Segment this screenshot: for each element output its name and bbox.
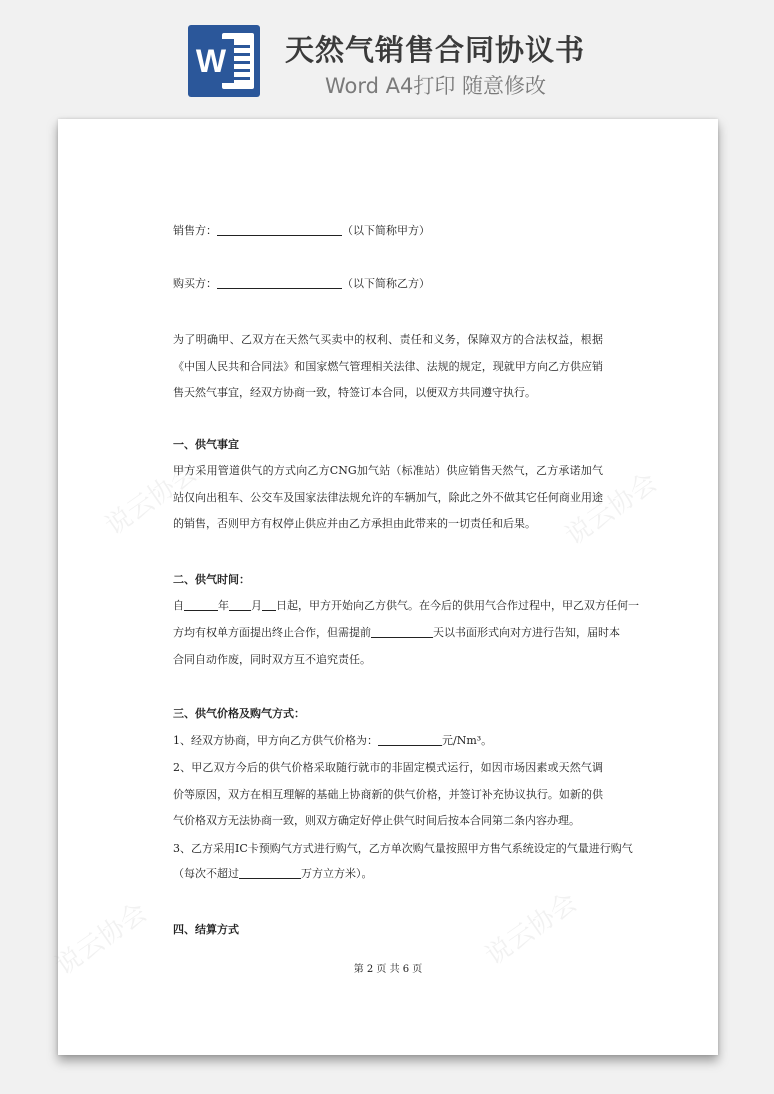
buyer-line — [173, 271, 430, 297]
day-blank[interactable] — [262, 598, 276, 611]
price-blank[interactable] — [378, 733, 442, 746]
seller-suffix: （以下简称甲方） — [342, 224, 430, 237]
buyer-suffix: （以下简称乙方） — [342, 277, 430, 290]
document-page — [50, 119, 718, 1055]
section-1-body: 甲方采用管道供气的方式向乙方CNG加气站（标准站）供应销售天然气，乙方承诺加气站仅向出租车、公交车及国家法律法规允许的车辆加气，除此之外不做其它任何商业用途的销售，否则甲方有权停止供应并由乙方承担由此带来的一切责任和后果。 — [173, 464, 603, 530]
section-3-item-3: 3、乙方采用IC卡预购气方式进行购气，乙方单次购气量按照甲方售气系统设定的气量进行购气 — [173, 842, 633, 855]
header — [0, 0, 774, 110]
notice-days-blank[interactable] — [371, 625, 433, 638]
intro-paragraph: 为了明确甲、乙双方在天然气买卖中的权利、责任和义务，保障双方的合法权益，根据《中国人民共和合同法》和国家燃气管理相关法律、法规的规定，现就甲方向乙方供应销售天然气事宜，经双方协商一致，特签订本合同，以便双方共同遵守执行。 — [173, 333, 603, 399]
watermark: 说云协会 — [50, 897, 153, 982]
section-2-line-3: 合同自动作废，同时双方互不追究责任。 — [173, 653, 371, 666]
buyer-blank[interactable] — [217, 276, 342, 289]
page-subtitle: Word A4打印 随意修改 — [325, 74, 547, 98]
seller-label: 销售方： — [173, 224, 217, 237]
page-footer: 第 2 页 共 6 页 — [353, 964, 423, 975]
section-2-line-1: 自 年 月 日起，甲方开始向乙方供气。在今后的供用气合作过程中，甲乙双方任何一 — [173, 599, 639, 612]
seller-blank[interactable] — [217, 223, 342, 236]
watermark: 说云协会 — [100, 457, 203, 542]
section-2-title: 二、供气时间： — [173, 573, 250, 586]
year-blank[interactable] — [184, 598, 218, 611]
month-blank[interactable] — [229, 598, 251, 611]
section-4-title: 四、结算方式 — [173, 923, 239, 936]
word-icon — [188, 25, 260, 97]
max-volume-blank[interactable] — [239, 866, 301, 879]
section-1-title: 一、供气事宜 — [173, 438, 239, 451]
word-icon-letter: W — [188, 39, 234, 83]
section-3-item-3-cont: （每次不超过 万方立方米）。 — [173, 867, 373, 880]
section-3-item-2: 2、甲乙双方今后的供气价格采取随行就市的非固定模式运行，如因市场因素或天然气调价等原因，双方在相互理解的基础上协商新的供气价格，并签订补充协议执行。如新的供气价格双方无法协商一致，则双方确定好停止供气时间后按本合同第二条内容办理。 — [173, 761, 603, 827]
section-3-title: 三、供气价格及购气方式： — [173, 707, 305, 720]
section-2-line-2: 方均有权单方面提出终止合作，但需提前 天以书面形式向对方进行告知，届时本 — [173, 626, 620, 639]
section-3-item-1: 1、经双方协商，甲方向乙方供气价格为： 元/Nm³。 — [173, 734, 493, 747]
buyer-label: 购买方： — [173, 277, 217, 290]
seller-line — [173, 218, 430, 244]
page-title: 天然气销售合同协议书 — [285, 33, 586, 67]
watermark: 说云协会 — [480, 887, 583, 972]
watermark: 说云协会 — [560, 467, 663, 552]
